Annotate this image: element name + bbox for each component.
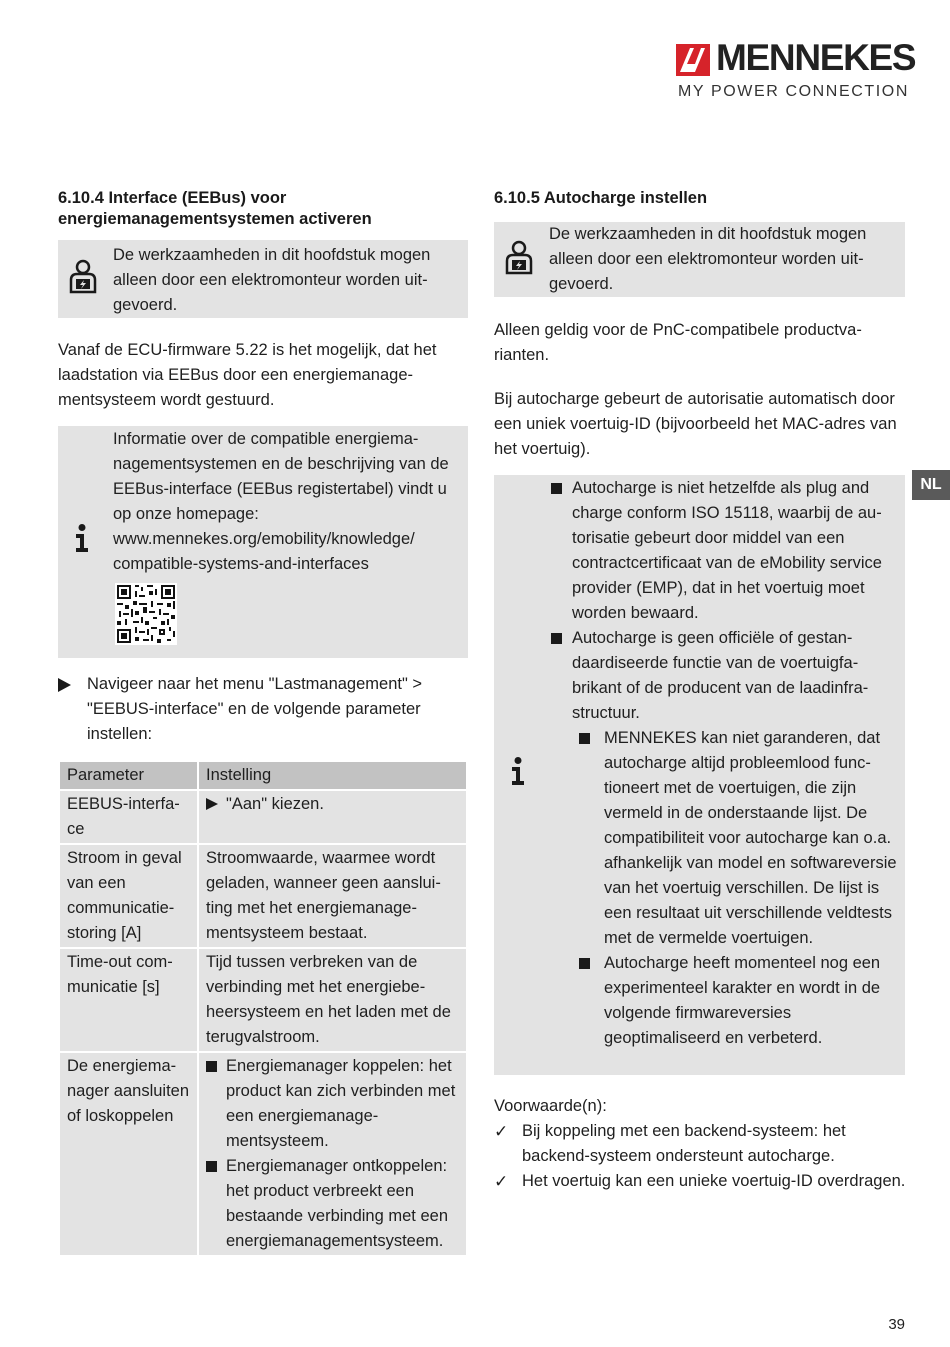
setting-cell: Tijd tussen verbreken van de verbinding met het energiebeheersysteem en het laden met de terugvalstroom.	[198, 948, 467, 1052]
logo-name: MENNEKES	[716, 37, 916, 78]
table-header-cell: Instelling	[198, 761, 467, 790]
prereq-item	[494, 1119, 906, 1169]
section-number: 6.10.5	[494, 189, 540, 207]
list-subitem-text: MENNEKES kan niet garanderen, dat autocharge altijd probleemlood functioneert met de voertuigen, die zijn vermeld in de onderstaande lijst. De compatibiliteit voor autocharge kan o.a. afhankelijk van model en softwareversie van het voertuig verschillen. De lijst is een resultaat uit verschillende veldtests met de vermelde voertuigen.	[604, 729, 897, 947]
info-icon	[510, 757, 526, 785]
section-heading-6-10-5	[494, 188, 906, 209]
bullet-text: Energiemanager ontkoppelen: het product verbreekt een bestaande verbinding met een energiemanagementsysteem.	[226, 1157, 448, 1250]
list-subitem	[579, 951, 907, 1051]
table-row	[59, 1052, 467, 1256]
table-header-row	[59, 761, 467, 790]
warning-text: De werkzaamheden in dit hoofdstuk mogen alleen door een elektromonteur worden uitgevoerd.	[549, 225, 867, 293]
section-title: Interface (EEBus) voor energiemanagementsystemen activeren	[58, 189, 372, 228]
info-icon	[74, 524, 90, 552]
param-cell: Time-out communicatie [s]	[59, 948, 198, 1052]
list-item	[206, 1154, 460, 1254]
table-row	[59, 790, 467, 844]
prereq-label: Voorwaarde(n):	[494, 1097, 607, 1115]
list-item	[206, 1054, 460, 1154]
info-list	[551, 476, 901, 1051]
prerequisites	[494, 1094, 906, 1194]
section-heading-6-10-4	[58, 188, 468, 230]
electrician-warning-icon	[66, 258, 100, 294]
parameter-table	[58, 760, 468, 1257]
square-bullet-icon	[551, 633, 562, 644]
list-item-text: Autocharge is geen officiële of gestandaardiseerde functie van de voertuigfabrikant of de producent van de laadinfrastructuur.	[572, 629, 869, 722]
section-title: Autocharge instellen	[543, 189, 708, 207]
prereq-text: Het voertuig kan een unieke voertuig-ID overdragen.	[522, 1172, 906, 1190]
paragraph: Alleen geldig voor de PnC-compatibele productvarianten.	[494, 321, 862, 364]
instruction-text: Navigeer naar het menu "Lastmanagement" > "EEBUS-interface" en de volgende parameter instellen:	[87, 675, 423, 743]
param-cell: De energiemanager aansluiten of loskoppelen	[59, 1052, 198, 1256]
square-bullet-icon	[551, 483, 562, 494]
square-bullet-icon	[579, 733, 590, 744]
triangle-arrow-icon	[206, 798, 218, 810]
square-bullet-icon	[206, 1161, 217, 1172]
instruction-step	[58, 672, 470, 747]
table-row	[59, 844, 467, 948]
logo-tagline: MY POWER CONNECTION	[678, 83, 910, 100]
info-text: Informatie over de compatible energiemanagementsystemen en de beschrijving van de EEBus-interface (EEBus registertabel) vindt u op onze homepage: www.mennekes.org/emobility/knowledge/ compatible-systems-and-interfaces	[113, 430, 449, 573]
prereq-text: Bij koppeling met een backend-systeem: het backend-systeem ondersteunt autocharge.	[522, 1122, 846, 1165]
warning-box	[494, 222, 905, 297]
section-number: 6.10.4	[58, 189, 104, 207]
paragraph: Bij autocharge gebeurt de autorisatie automatisch door een uniek voertuig-ID (bijvoorbeeld het MAC-adres van het voertuig).	[494, 390, 897, 458]
table-header-cell: Parameter	[59, 761, 198, 790]
triangle-arrow-icon	[58, 678, 71, 692]
list-subitem-text: Autocharge heeft momenteel nog een experimenteel karakter en wordt in de volgende firmwareversies geoptimaliseerd en verbeterd.	[604, 954, 881, 1047]
list-item-text: Autocharge is niet hetzelfde als plug and charge conform ISO 15118, waarbij de autorisatie gebeurt door middel van een contractcertificaat van de eMobility service provider (EMP), dat in het voertuig moet worden bewaard.	[572, 479, 882, 622]
setting-cell: Stroomwaarde, waarmee wordt geladen, wanneer geen aansluiting met het energiemanagementsysteem bestaat.	[198, 844, 467, 948]
mennekes-logo	[676, 37, 916, 104]
square-bullet-icon	[579, 958, 590, 969]
param-cell: Stroom in geval van een communicatiestoring [A]	[59, 844, 198, 948]
checkmark-icon: ✓	[494, 1172, 509, 1191]
info-box	[58, 426, 468, 658]
page-number: 39	[888, 1316, 905, 1333]
table-row	[59, 948, 467, 1052]
bullet-text: Energiemanager koppelen: het product kan zich verbinden met een energiemanagementsysteem.	[226, 1057, 456, 1150]
intro-paragraph: Vanaf de ECU-firmware 5.22 is het mogelijk, dat het laadstation via EEBus door een energiemanagementsysteem wordt gestuurd.	[58, 341, 437, 409]
electrician-warning-icon	[502, 239, 536, 275]
setting-cell	[198, 1052, 467, 1256]
warning-text: De werkzaamheden in dit hoofdstuk mogen alleen door een elektromonteur worden uitgevoerd.	[113, 246, 431, 314]
square-bullet-icon	[206, 1061, 217, 1072]
prereq-item	[494, 1169, 906, 1194]
setting-cell	[198, 790, 467, 844]
list-subitem	[579, 726, 907, 951]
param-cell: EEBUS-interface	[59, 790, 198, 844]
list-item	[551, 476, 901, 626]
setting-text: "Aan" kiezen.	[226, 795, 324, 813]
info-box	[494, 475, 905, 1075]
qr-code-icon	[115, 583, 177, 645]
checkmark-icon: ✓	[494, 1122, 509, 1141]
list-item	[551, 626, 901, 726]
mennekes-mark-icon	[676, 44, 710, 76]
warning-box	[58, 240, 468, 318]
language-tab: NL	[912, 470, 950, 500]
